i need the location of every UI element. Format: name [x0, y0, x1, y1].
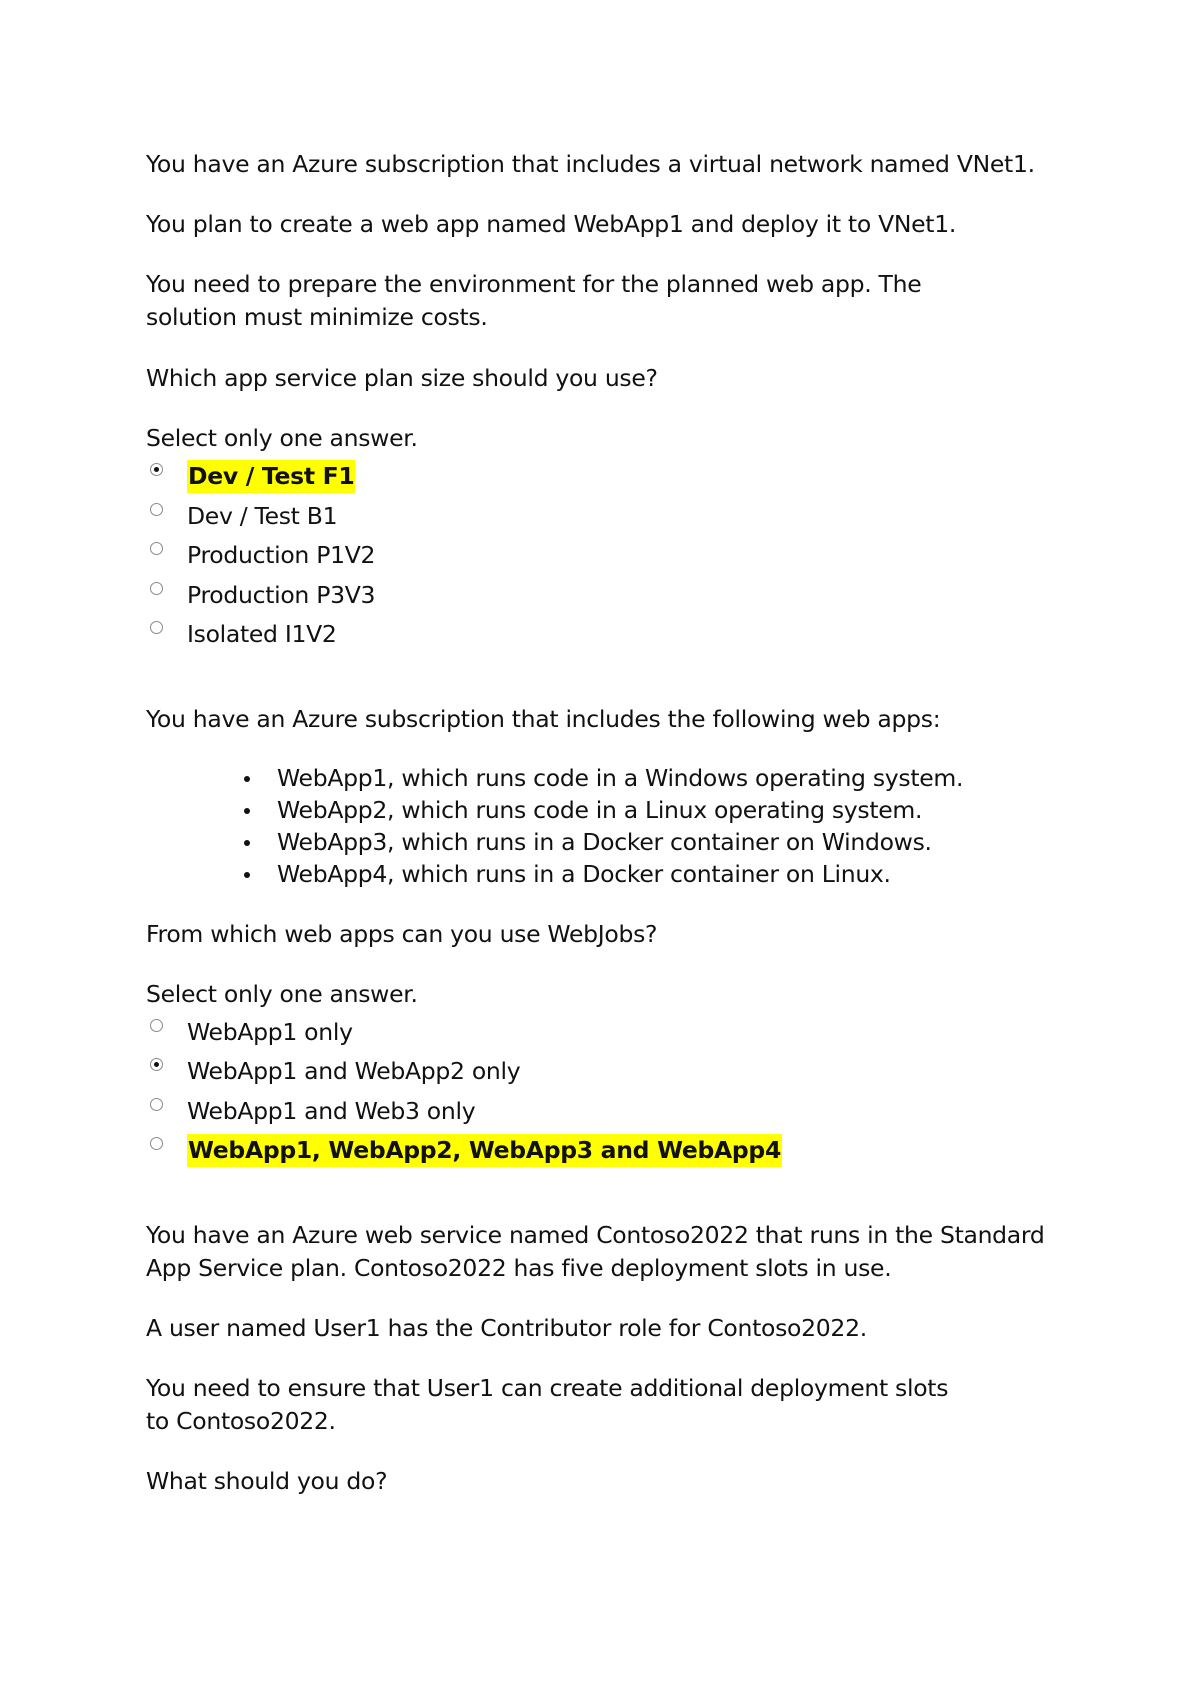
answer-option-label: WebApp1 and Web3 only	[187, 1096, 476, 1125]
answer-option[interactable]	[146, 1052, 1066, 1092]
radio-unchecked-icon[interactable]	[150, 1137, 163, 1150]
document-content	[146, 148, 1066, 1498]
answer-option[interactable]	[146, 1092, 1066, 1132]
question-2-intro: You have an Azure subscription that includes the following web apps:	[146, 704, 941, 733]
bullet-icon	[244, 776, 250, 782]
question-2	[146, 703, 1066, 1171]
answer-option[interactable]	[146, 1131, 1066, 1171]
answer-option-label: Production P1V2	[187, 541, 376, 569]
answer-option-label: Dev / Test B1	[187, 501, 338, 530]
list-item-text: WebApp1, which runs code in a Windows operating system.	[277, 763, 964, 792]
question-3-paragraph: A user named User1 has the Contributor role for Contoso2022.	[146, 1313, 867, 1342]
list-item	[146, 826, 1066, 858]
question-1-paragraph: You have an Azure subscription that includes a virtual network named VNet1.	[146, 150, 1035, 178]
question-3-prompt: What should you do?	[146, 1466, 388, 1495]
answer-option[interactable]	[146, 497, 1066, 537]
answer-option[interactable]	[146, 615, 1066, 655]
bullet-icon	[244, 840, 250, 846]
list-item-text: WebApp3, which runs in a Docker container on Windows.	[277, 827, 932, 856]
bullet-icon	[244, 808, 250, 814]
question-1-paragraph: You plan to create a web app named WebApp1 and deploy it to VNet1.	[146, 210, 957, 238]
question-3	[146, 1219, 1066, 1498]
bullet-icon	[244, 872, 250, 878]
question-1-options	[146, 457, 1066, 655]
question-3-paragraph: You have an Azure web service named Contoso2022 that runs in the Standard App Service plan. Contoso2022 has five deployment slots in use.	[146, 1220, 1045, 1282]
question-2-instruction: Select only one answer.	[146, 979, 418, 1008]
question-1	[146, 148, 1066, 655]
answer-option[interactable]	[146, 536, 1066, 576]
radio-unchecked-icon[interactable]	[150, 542, 163, 555]
answer-option-label: WebApp1 and WebApp2 only	[187, 1057, 521, 1085]
answer-option-label: WebApp1, WebApp2, WebApp3 and WebApp4	[187, 1134, 782, 1167]
answer-option-label: Production P3V3	[187, 580, 376, 609]
radio-checked-icon[interactable]	[150, 1058, 163, 1071]
radio-unchecked-icon[interactable]	[150, 621, 163, 634]
radio-unchecked-icon[interactable]	[150, 1019, 163, 1032]
answer-option[interactable]	[146, 457, 1066, 497]
list-item-text: WebApp4, which runs in a Docker container on Linux.	[277, 859, 891, 888]
answer-option-label: WebApp1 only	[187, 1017, 353, 1046]
radio-unchecked-icon[interactable]	[150, 582, 163, 595]
question-2-prompt: From which web apps can you use WebJobs?	[146, 919, 658, 948]
question-1-instruction: Select only one answer.	[146, 424, 418, 452]
list-item	[146, 794, 1066, 826]
radio-unchecked-icon[interactable]	[150, 1098, 163, 1111]
list-item	[146, 858, 1066, 890]
question-1-prompt: Which app service plan size should you use?	[146, 364, 658, 392]
radio-unchecked-icon[interactable]	[150, 503, 163, 516]
answer-option-label: Dev / Test F1	[187, 460, 355, 493]
radio-checked-icon[interactable]	[150, 463, 163, 476]
answer-option-label: Isolated I1V2	[187, 620, 337, 648]
question-3-paragraph: You need to ensure that User1 can create additional deployment slots to Contoso2022.	[146, 1373, 949, 1435]
question-1-paragraph: You need to prepare the environment for the planned web app. The solution must minimize costs.	[146, 270, 922, 331]
question-2-options	[146, 1013, 1066, 1171]
answer-option[interactable]	[146, 1013, 1066, 1053]
list-item	[146, 762, 1066, 794]
answer-option[interactable]	[146, 576, 1066, 616]
list-item-text: WebApp2, which runs code in a Linux operating system.	[277, 795, 923, 824]
web-app-list	[146, 762, 1066, 890]
